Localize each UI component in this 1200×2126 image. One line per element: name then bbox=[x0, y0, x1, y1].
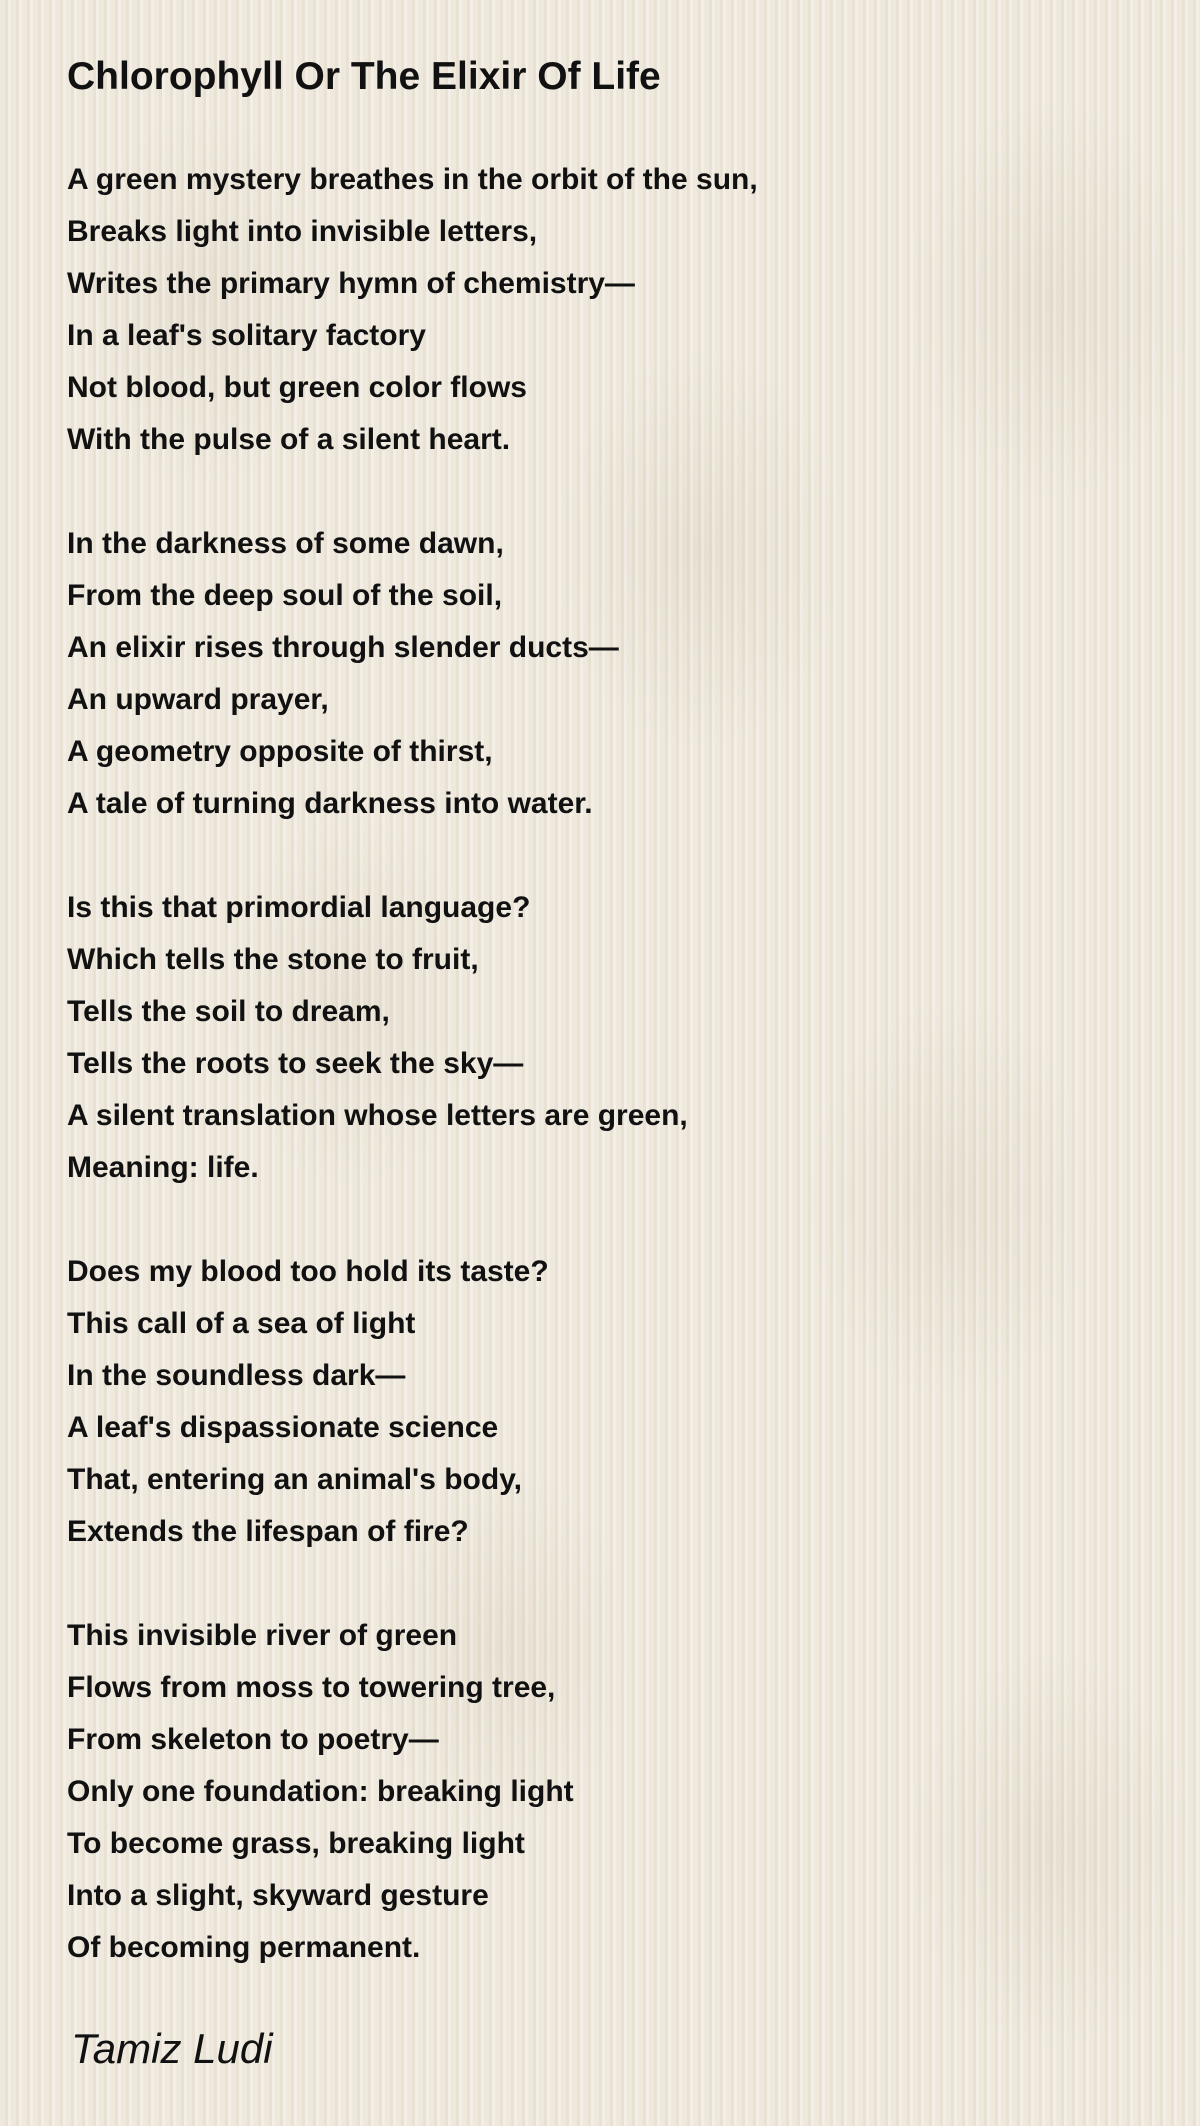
poem-line: To become grass, breaking light bbox=[67, 1827, 525, 1860]
poem-line: A geometry opposite of thirst, bbox=[67, 735, 493, 768]
stanza-5 bbox=[67, 1610, 1147, 1974]
stanza-1 bbox=[67, 154, 1147, 466]
poem-line: A tale of turning darkness into water. bbox=[67, 787, 593, 820]
poem-line: Meaning: life. bbox=[67, 1151, 259, 1184]
poem-author: Tamiz Ludi bbox=[71, 2025, 273, 2072]
poem-line: This call of a sea of light bbox=[67, 1307, 416, 1340]
poem-line: An upward prayer, bbox=[67, 683, 329, 716]
poem-line: Does my blood too hold its taste? bbox=[67, 1255, 549, 1288]
stanza-4 bbox=[67, 1246, 1147, 1558]
poem-line: A leaf's dispassionate science bbox=[67, 1411, 499, 1444]
poem-line: Tells the roots to seek the sky— bbox=[67, 1047, 524, 1080]
poem-line: In the darkness of some dawn, bbox=[67, 527, 504, 560]
poem-line: Which tells the stone to fruit, bbox=[67, 943, 479, 976]
poem-line: Into a slight, skyward gesture bbox=[67, 1879, 489, 1912]
poem-line: This invisible river of green bbox=[67, 1619, 458, 1652]
poem-line: Tells the soil to dream, bbox=[67, 995, 390, 1028]
poem-line: Of becoming permanent. bbox=[67, 1931, 421, 1964]
poem-page bbox=[67, 50, 1147, 2026]
poem-line: Writes the primary hymn of chemistry— bbox=[67, 267, 635, 300]
poem-line: Not blood, but green color flows bbox=[67, 371, 527, 404]
poem-line: In a leaf's solitary factory bbox=[67, 319, 426, 352]
poem-line: A green mystery breathes in the orbit of the sun, bbox=[67, 163, 758, 196]
poem-line: Flows from moss to towering tree, bbox=[67, 1671, 556, 1704]
poem-line: In the soundless dark— bbox=[67, 1359, 406, 1392]
poem-line: With the pulse of a silent heart. bbox=[67, 423, 511, 456]
poem-line: Only one foundation: breaking light bbox=[67, 1775, 574, 1808]
poem-line: Extends the lifespan of fire? bbox=[67, 1515, 469, 1548]
poem-line: An elixir rises through slender ducts— bbox=[67, 631, 619, 664]
poem-line: From the deep soul of the soil, bbox=[67, 579, 503, 612]
poem-line: Breaks light into invisible letters, bbox=[67, 215, 538, 248]
poem-line: From skeleton to poetry— bbox=[67, 1723, 439, 1756]
poem-line: Is this that primordial language? bbox=[67, 891, 531, 924]
stanza-3 bbox=[67, 882, 1147, 1194]
poem-title: Chlorophyll Or The Elixir Of Life bbox=[67, 55, 661, 98]
poem-line: That, entering an animal's body, bbox=[67, 1463, 522, 1496]
poem-line: A silent translation whose letters are green, bbox=[67, 1099, 688, 1132]
stanza-2 bbox=[67, 518, 1147, 830]
